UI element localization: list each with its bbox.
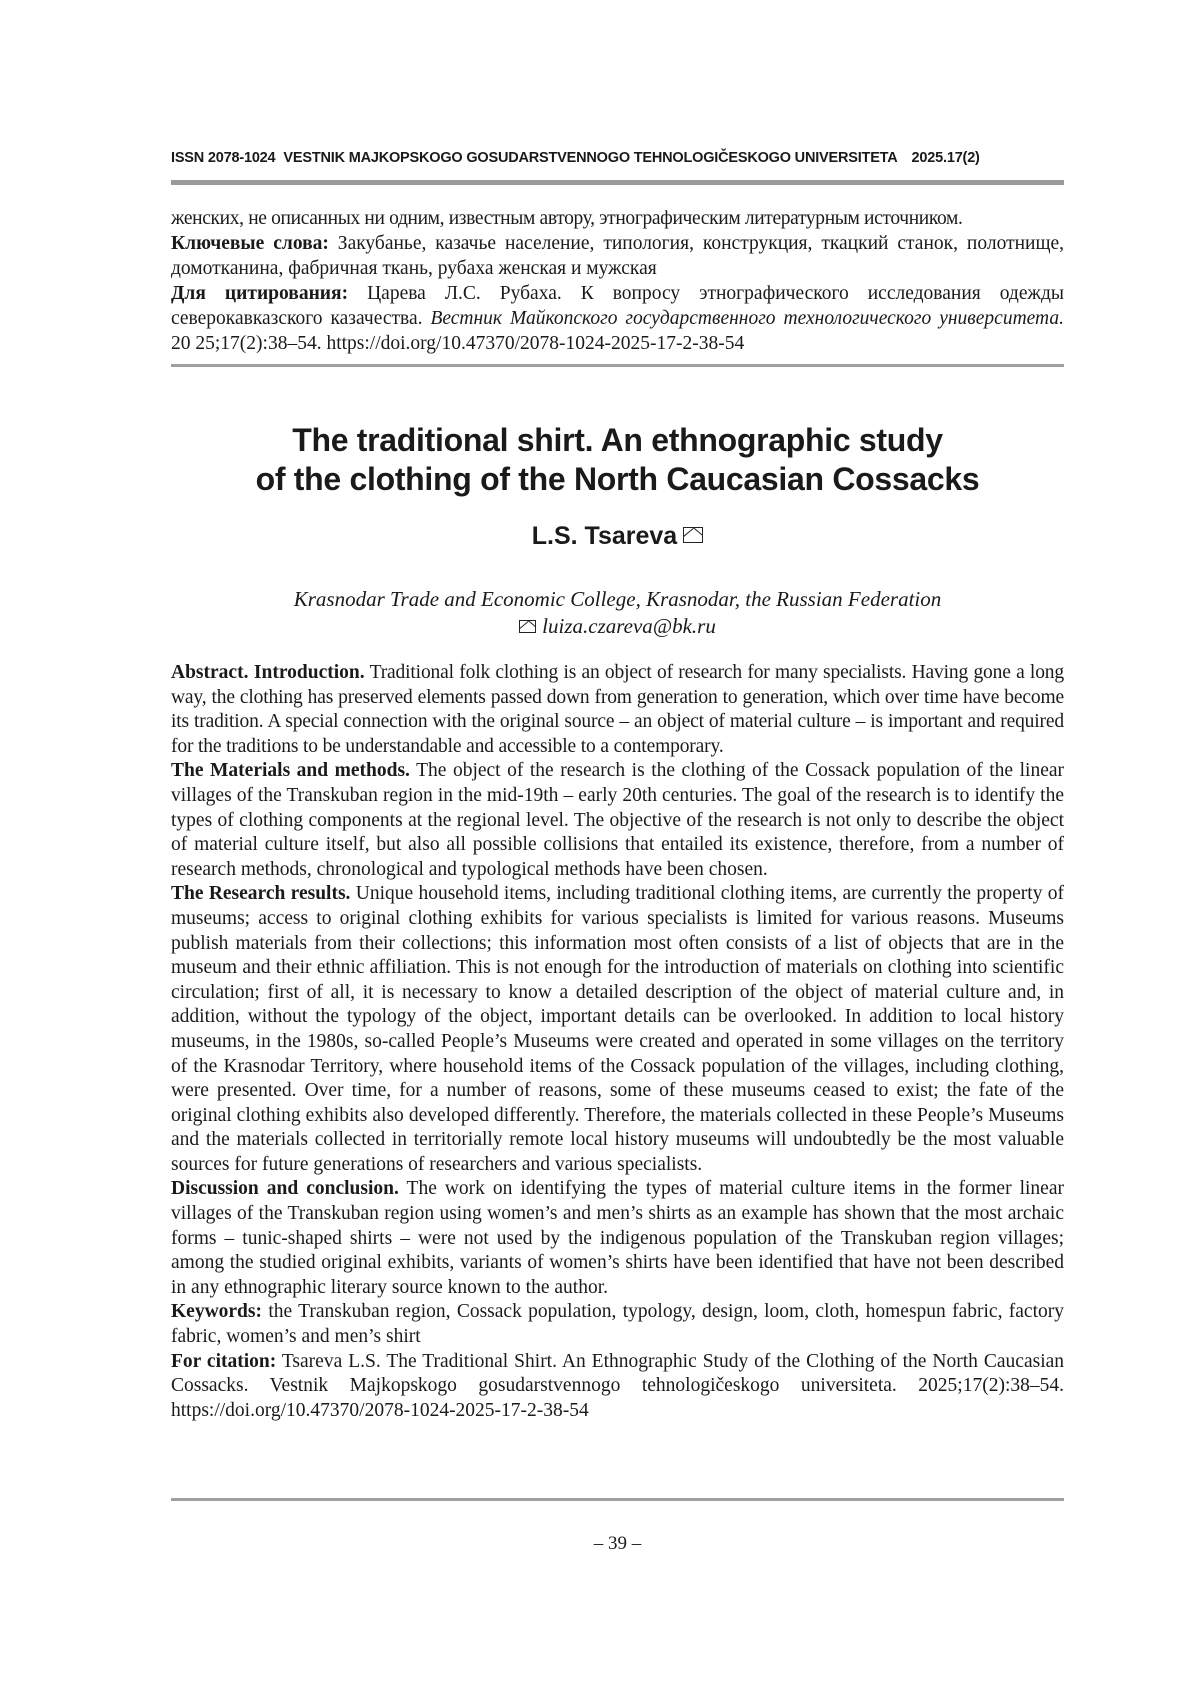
title-line-1: The traditional shirt. An ethnographic study (292, 422, 943, 458)
abstract-discussion-text: The work on identifying the types of material culture items in the former linear villages of the Transkuban region using women’s and men’s shirts as an example has shown that the most archaic forms – tunic-shaped shirts – were not used by the indigenous population of the Transkuban region villages; among the studied original exhibits, variants of women’s shirts have been identified that have not been described in any ethnographic literary source known to the author. (171, 1178, 1064, 1298)
abstract-discussion (171, 1177, 1064, 1300)
email-line (171, 613, 1064, 640)
page-number: – 39 – (593, 1533, 642, 1554)
affiliation: Krasnodar Trade and Economic College, Krasnodar, the Russian Federation (293, 587, 942, 611)
article-title (171, 421, 1064, 499)
running-header (171, 150, 1064, 166)
russian-keywords (171, 231, 1064, 281)
russian-abstract-tail: женских, не описанных ни одним, известным автору, этнографическим литературным источником. (171, 208, 963, 229)
author-line (171, 522, 1064, 551)
russian-citation-journal: Вестник Майкопского государственного технологического университета. (430, 308, 1064, 329)
russian-citation-label: Для цитирования: (171, 283, 349, 304)
envelope-icon (683, 527, 703, 543)
author-email[interactable]: luiza.czareva@bk.ru (542, 614, 716, 638)
russian-citation (171, 281, 1064, 356)
envelope-icon (519, 620, 536, 633)
abstract-introduction (171, 661, 1064, 759)
abstract-introduction-label: Abstract. Introduction. (171, 662, 365, 683)
abstract-keywords (171, 1300, 1064, 1349)
header-volume: 2025.17(2) (911, 150, 980, 166)
section-rule (171, 364, 1064, 367)
affiliation-block (171, 586, 1064, 640)
header-rule (171, 180, 1064, 185)
abstract-introduction-text: Traditional folk clothing is an object of research for many specialists. Having gone a long way, the clothing has preserved elements passed down from generation to generation, which over time have become its tradition. A special connection with the original source – an object of material culture – is important and required for the traditions to be understandable and accessible to a contemporary. (171, 662, 1064, 757)
author-name: L.S. Tsareva (531, 522, 678, 550)
russian-citation-text: Царева Л.С. Рубаха. К вопросу этнографического исследования одежды северокавказского казачества. (171, 283, 1064, 329)
abstract-keywords-text: the Transkuban region, Cossack population, typology, design, loom, cloth, homespun fabric, factory fabric, women’s and men’s shirt (171, 1301, 1064, 1348)
footer-rule (171, 1498, 1064, 1501)
abstract-methods (171, 759, 1064, 882)
russian-keywords-label: Ключевые слова: (171, 233, 329, 254)
abstract-results-text: Unique household items, including traditional clothing items, are currently the property of museums; access to original clothing exhibits for various specialists is limited for various reasons. Museums publish materials from their collections; this information most often consists of a list of objects that are in the museum and their ethnic affiliation. This is not enough for the introduction of materials on clothing into scientific circulation; first of all, it is necessary to know a detailed description of the object of material culture and, in addition, without the typology of the object, important details can be overlooked. In addition to local history museums, in the 1980s, so-called People’s Museums were created and operated in some villages on the territory of the Krasnodar Territory, where household items of the Cossack population of the villages, including clothing, were presented. Over time, for a number of reasons, some of these museums ceased to exist; the fate of the original clothing exhibits also developed differently. Therefore, the materials collected in these People’s Museums and the materials collected in territorially remote local history museums will undoubtedly be the most valuable sources for future generations of researchers and various specialists. (171, 883, 1064, 1175)
abstract-results (171, 882, 1064, 1177)
abstract-methods-text: The object of the research is the clothing of the Cossack population of the linear villages of the Transkuban region in the mid-19th – early 20th centuries. The goal of the research is to identify the types of clothing components at the regional level. The objective of the research is not only to describe the object of material culture itself, but also all possible collisions that entailed its existence, therefore, from a number of research methods, chronological and typological methods have been chosen. (171, 760, 1064, 880)
header-journal: VESTNIK MAJKOPSKOGO GOSUDARSTVENNOGO TEHNOLOGIČESKOGO UNIVERSITETA (283, 150, 898, 166)
abstract-citation-text: Tsareva L.S. The Traditional Shirt. An Ethnographic Study of the Clothing of the North Caucasian Cossacks. Vestnik Majkopskogo gosudarstvennogo tehnologičeskogo universiteta. 2025;17(2):38–54. https://doi.org/10.47370/2078-1024-2025-17-2-38-54 (171, 1350, 1065, 1421)
abstract-discussion-label: Discussion and conclusion. (171, 1178, 399, 1200)
abstract-methods-label: The Materials and methods. (171, 760, 410, 782)
abstract-keywords-label: Keywords: (171, 1301, 262, 1323)
abstract-citation-label: For citation: (171, 1350, 277, 1372)
russian-abstract-end (171, 206, 1064, 356)
title-line-2: of the clothing of the North Caucasian Cossacks (255, 461, 980, 497)
abstract-results-label: The Research results. (171, 883, 351, 905)
english-abstract (171, 661, 1064, 1423)
russian-keywords-text: Закубанье, казачье население, типология, конструкция, ткацкий станок, полотнище, домотканина, фабричная ткань, рубаха женская и мужская (171, 233, 1065, 279)
abstract-citation (171, 1350, 1064, 1424)
russian-citation-ref: 20 25;17(2):38–54. https://doi.org/10.47370/2078-1024-2025-17-2-38-54 (171, 333, 745, 354)
header-issn: ISSN 2078-1024 (171, 150, 276, 166)
